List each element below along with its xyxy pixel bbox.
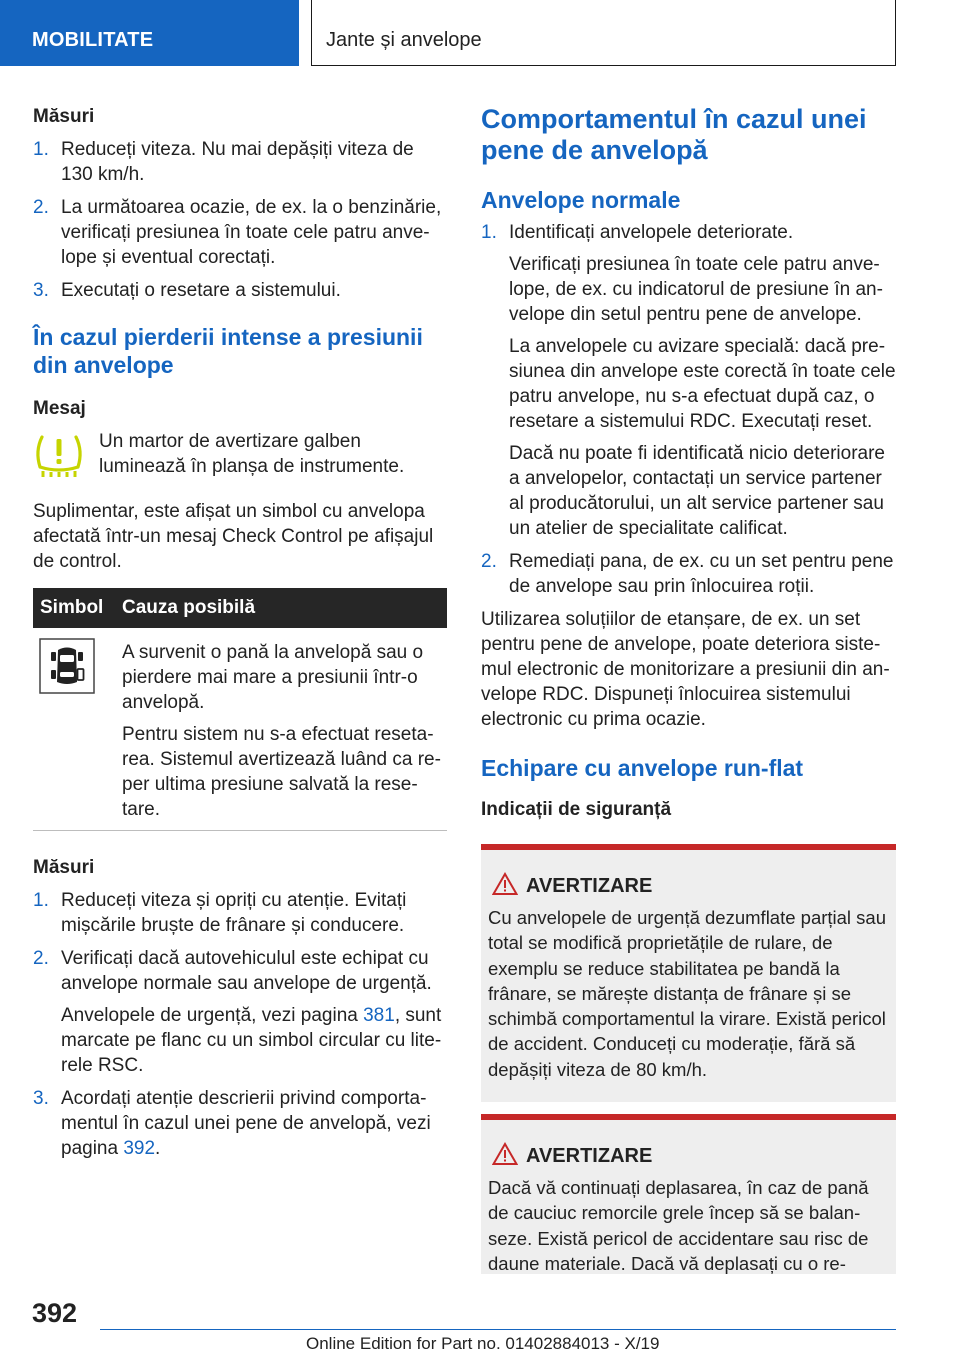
page-link-392[interactable]: 392 <box>123 1138 156 1159</box>
step-text: Identificați anvelopele deteriorate. <box>509 222 794 243</box>
warning-title <box>488 874 888 899</box>
chapter-tab <box>311 0 896 66</box>
table-row <box>33 628 447 831</box>
message-text: Un martor de avertizare galben luminează în planșa de instrumente. <box>99 431 405 477</box>
step-number: 2. <box>33 948 49 969</box>
main-heading: Comportamentul în cazul unei pene de anvelopă <box>481 104 867 165</box>
message-block <box>33 429 447 487</box>
subtext-part: , sunt marcate pe flanc cu un simbol circular cu literele RSC. <box>61 1005 442 1076</box>
text-part: Acordați atenție descrierii privind comportamentul în cazul unei pene de anvelopă, vezi pagina <box>61 1088 431 1159</box>
steps-list <box>481 220 896 599</box>
warning-triangle-icon <box>492 872 518 903</box>
extra-text: Suplimentar, este afișat un simbol cu anvelopa afectată într-un mesaj Check Control pe afișajul de control. <box>33 501 434 572</box>
step-text: Verificați dacă autovehiculul este echipat cu anvelope normale sau anvelope de urgență. <box>61 948 432 994</box>
step-subtext: La anvelopele cu avizare specială: dacă presiunea din anvelope este corectă în toate cele patru anvelope, nu s-a efectuat după caz, o resetare a sistemului RDC. Executați reset. <box>509 336 896 432</box>
footer-divider <box>100 1329 896 1330</box>
cause-text: A survenit o pană la anvelopă sau o pierdere mai mare a presiunii într-o anvelopă. <box>122 642 424 713</box>
step-number: 1. <box>33 139 49 160</box>
list-item <box>33 195 447 270</box>
table-header-symbol: Simbol <box>33 588 115 628</box>
left-column <box>33 104 447 1161</box>
list-item <box>33 888 447 938</box>
step-text: Executați o resetare a sistemului. <box>61 280 341 301</box>
measures-title: Măsuri <box>33 857 95 878</box>
footer-edition: Online Edition for Part no. 01402884013 - X/19 <box>306 1334 660 1353</box>
step-number: 2. <box>33 197 49 218</box>
table-cell-cause <box>115 628 447 831</box>
step-subtext: Verificați presiunea în toate cele patru anvelope, de ex. cu indicatorul de presiune în anvelope din setul pentru pene de anvelope. <box>509 254 883 325</box>
measures-list <box>33 137 447 303</box>
step-number: 1. <box>481 222 497 243</box>
warning-text: Dacă vă continuați deplasarea, în caz de pană de cauciuc remorcile grele încep să se balanseze. Există pericol de accidentare sau risc de daune materiale. Dacă vă deplasați cu o re- <box>488 1177 869 1274</box>
subtext-part: Anvelopele de urgență, vezi pagina <box>61 1005 364 1026</box>
table-header-row <box>33 588 447 628</box>
tire-pressure-warning-icon <box>33 431 85 484</box>
measures-list <box>33 888 447 1161</box>
chapter-title: Jante și anvelope <box>326 29 482 51</box>
table-header-cause: Cauza posibilă <box>115 588 447 628</box>
page-link-381[interactable]: 381 <box>363 1005 395 1026</box>
section-title: MOBILITATE <box>32 29 154 51</box>
table-cell-symbol <box>33 628 115 831</box>
warning-title-text: AVERTIZARE <box>526 875 653 897</box>
warning-triangle-icon <box>492 1142 518 1173</box>
step-number: 3. <box>33 1088 49 1109</box>
list-item <box>481 220 896 541</box>
step-text <box>61 1088 431 1159</box>
step-text: Reduceți viteza. Nu mai depășiți viteza de 130 km/h. <box>61 139 414 185</box>
safety-title: Indicații de siguranță <box>481 799 672 820</box>
text-part: . <box>155 1138 161 1159</box>
section-tab <box>0 0 299 66</box>
car-tire-icon <box>39 678 95 699</box>
measures-title: Măsuri <box>33 106 95 127</box>
cause-text: Pentru sistem nu s-a efectuat resetarea. Sistemul avertizează luând ca reper ultima presiune salvată la resetare. <box>122 724 441 820</box>
list-item <box>481 549 896 599</box>
step-number: 1. <box>33 890 49 911</box>
page-number: 392 <box>32 1298 78 1328</box>
symbol-table <box>33 588 447 831</box>
warning-title-text: AVERTIZARE <box>526 1145 653 1168</box>
sealant-text: Utilizarea soluțiilor de etanșare, de ex. un set pentru pene de anvelope, poate deteriora sistemul electronic de monitorizare a presiunii din anvelope RDC. Dispuneți înlocuirea sistemului electronic cu prima ocazie. <box>481 609 890 730</box>
step-text: Reduceți viteza și opriți cu atenție. Evitați mișcările bruște de frânare și conducere. <box>61 890 407 936</box>
warning-text: Cu anvelopele de urgență dezumflate parțial sau total se modifică proprietățile de rulare, de exemplu se reduce stabilitatea pe bandă la frânare, se mărește distanța de frânare și se schimbă comportamentul la virare. Există pericol de accident. Conduceți cu moderație, fără să depășiți viteza de 80 km/h. <box>488 907 887 1080</box>
step-subtext <box>61 1003 447 1078</box>
message-title: Mesaj <box>33 398 86 419</box>
step-text: Remediați pana, de ex. cu un set pentru pene de anvelope sau prin înlocuirea roții. <box>509 551 894 597</box>
warning-box <box>481 844 896 1102</box>
step-text: La următoarea ocazie, de ex. la o benzinărie, verificați presiunea în toate cele patru anvelope și eventual corectați. <box>61 197 442 268</box>
subheading-run-flat: Echipare cu anvelope run-flat <box>481 755 804 781</box>
list-item <box>33 137 447 187</box>
step-subtext: Dacă nu poate fi identificată nicio deteriorare a anvelopelor, contactați un service partener al producătorului, un alt service partener sau un atelier de specialitate calificat. <box>509 443 886 539</box>
warning-title <box>488 1144 888 1169</box>
warning-box <box>481 1114 896 1274</box>
step-number: 2. <box>481 551 497 572</box>
list-item <box>33 946 447 1078</box>
section-heading: În cazul pierderii intense a presiunii din anvelope <box>33 324 423 378</box>
list-item <box>33 1086 447 1161</box>
subheading-normal-tires: Anvelope normale <box>481 187 681 213</box>
step-number: 3. <box>33 280 49 301</box>
right-column <box>481 104 896 1274</box>
list-item <box>33 278 447 303</box>
